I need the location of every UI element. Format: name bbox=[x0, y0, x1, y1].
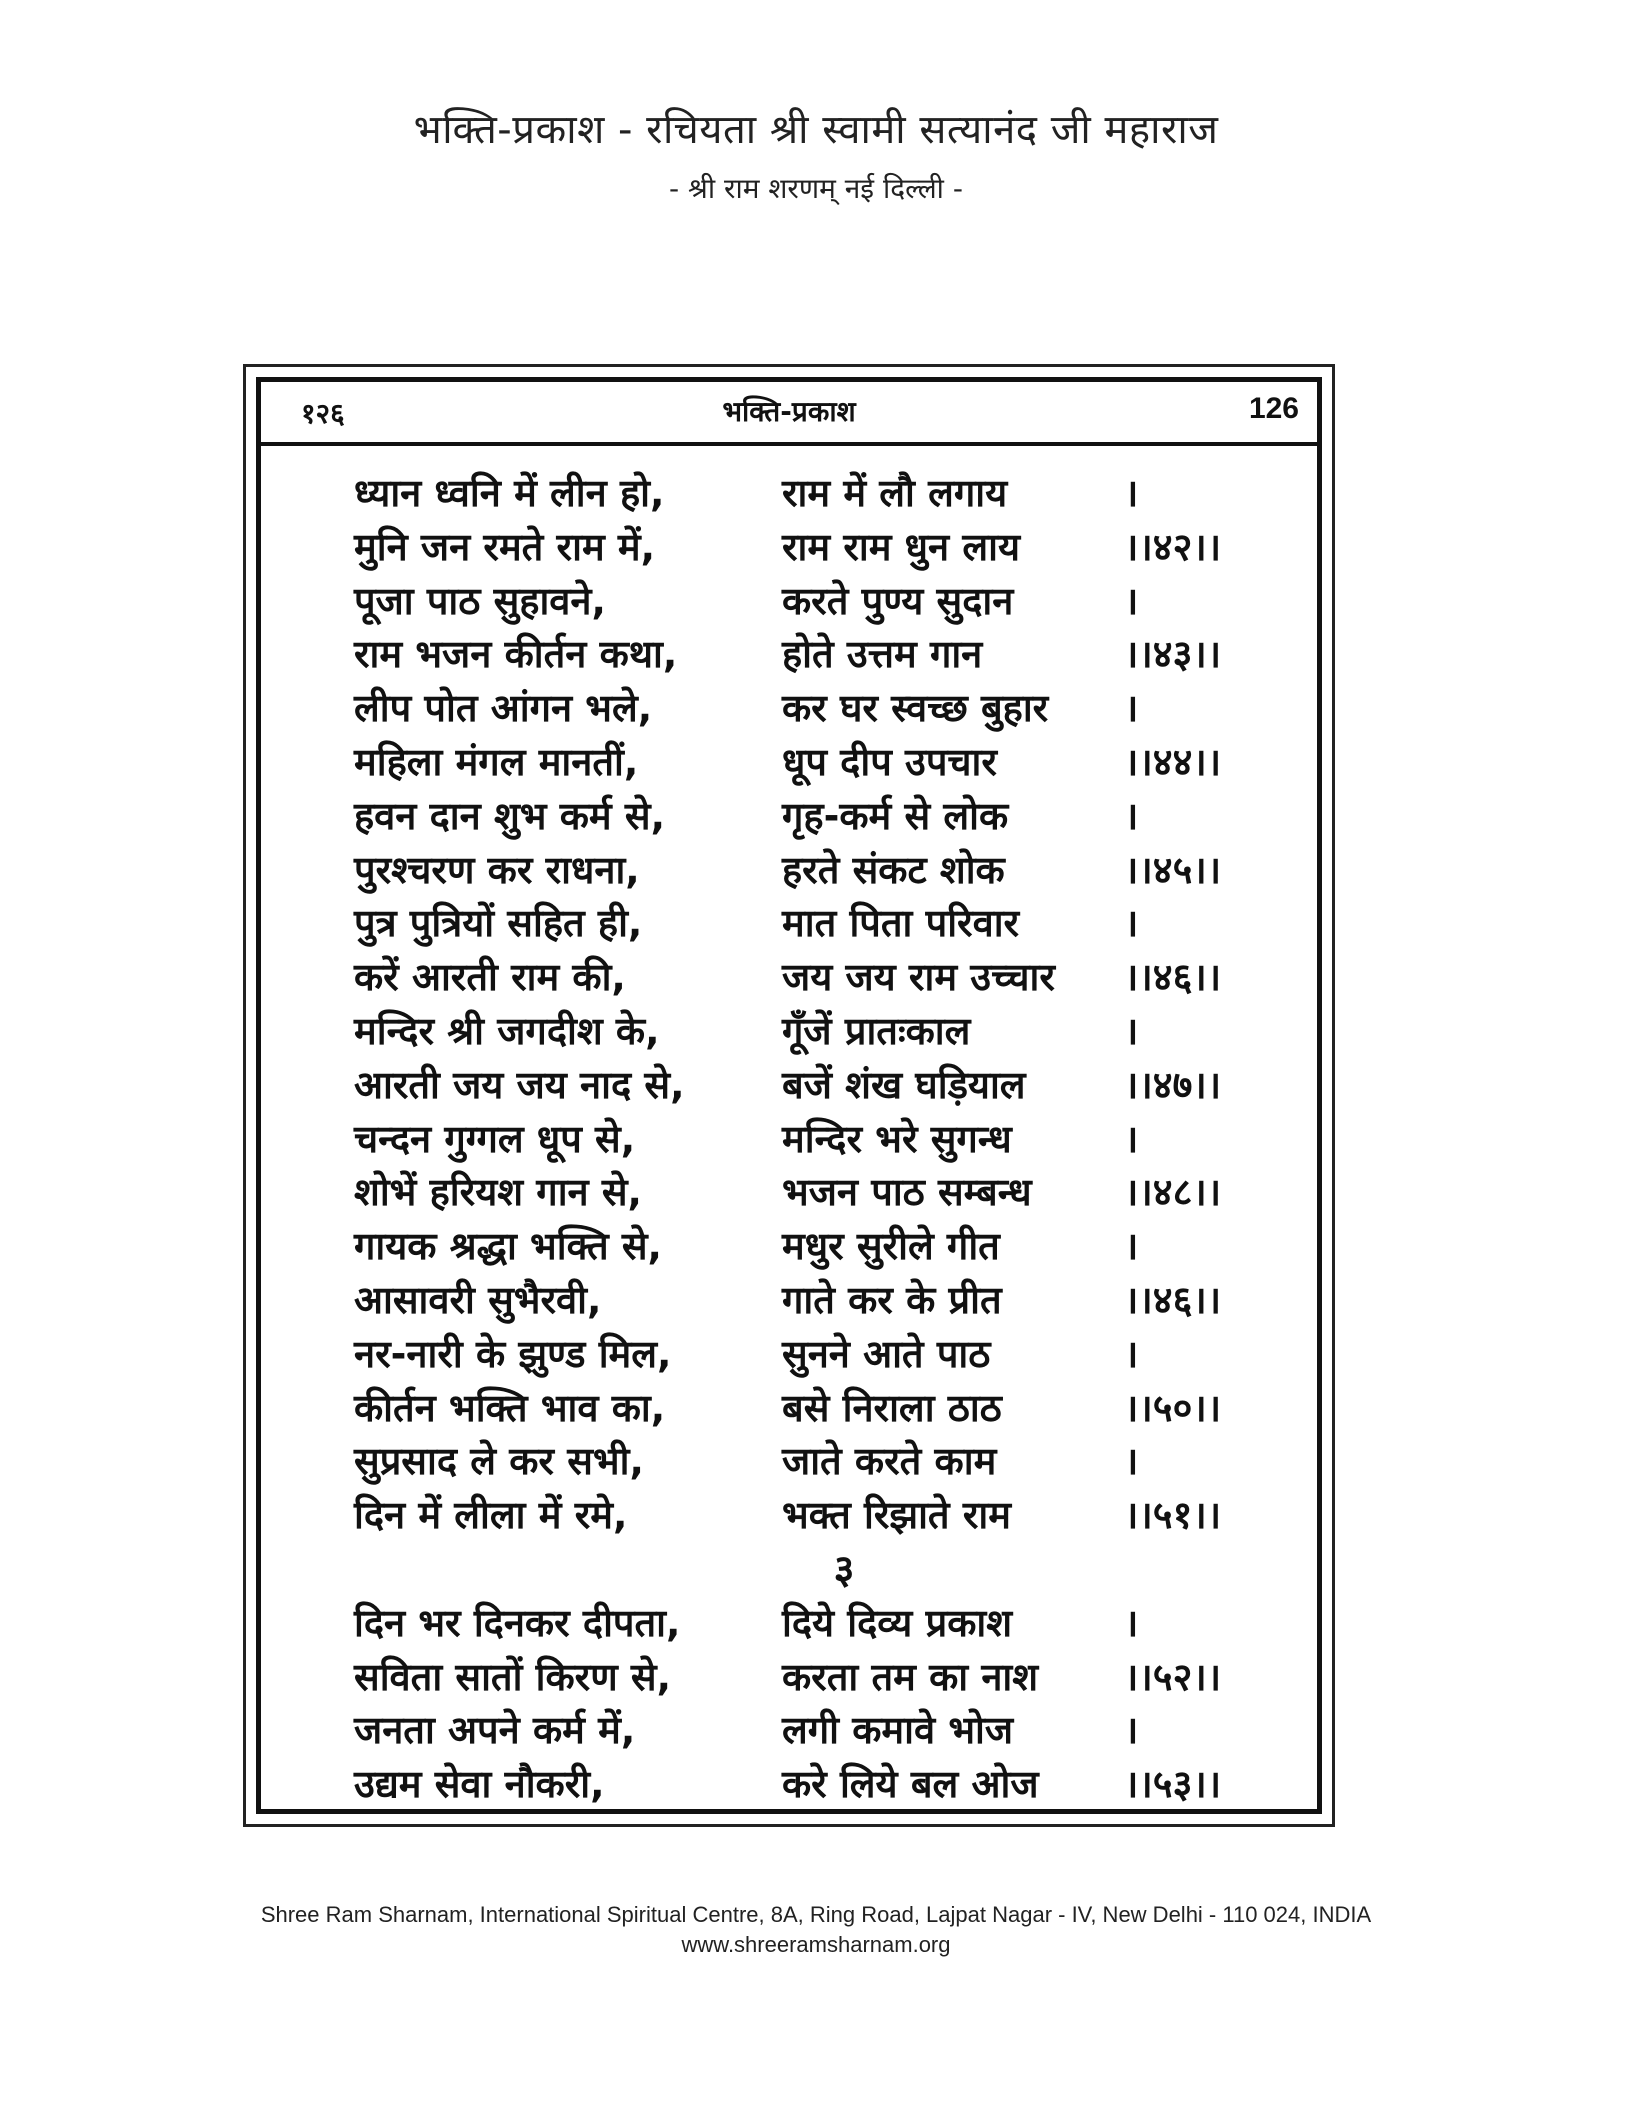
verse-end-mark: ।।५०।। bbox=[1124, 1385, 1222, 1430]
verse-end-mark: ।।४२।। bbox=[1124, 524, 1222, 569]
verse-half: होते उत्तम गान bbox=[782, 632, 983, 677]
verse-end-mark: ।।५३।। bbox=[1124, 1762, 1222, 1807]
verse-end-mark: । bbox=[1124, 471, 1139, 515]
verse-line bbox=[354, 729, 1254, 783]
verse-block bbox=[354, 460, 1254, 1805]
verse-half: राम राम धुन लाय bbox=[782, 524, 1021, 569]
verse-end-mark: । bbox=[1124, 1116, 1139, 1161]
verse-end-mark: । bbox=[1124, 1224, 1139, 1269]
verse-half: दिन में लीला में रमे, bbox=[354, 1493, 628, 1538]
verse-line bbox=[354, 783, 1254, 837]
page-number-hindi: १२६ bbox=[301, 397, 345, 430]
verse-line bbox=[354, 675, 1254, 729]
verse-line bbox=[354, 514, 1254, 568]
verse-end-mark: । bbox=[1124, 578, 1139, 623]
document-subtitle: - श्री राम शरणम् नई दिल्ली - bbox=[669, 172, 963, 205]
verse-half: दिन भर दिनकर दीपता, bbox=[354, 1600, 681, 1645]
verse-line bbox=[354, 1159, 1254, 1213]
verse-group-1 bbox=[354, 460, 1254, 1536]
verse-half: गायक श्रद्धा भक्ति से, bbox=[354, 1224, 662, 1269]
verse-end-mark: ।।५१।। bbox=[1124, 1493, 1222, 1538]
verse-line bbox=[354, 890, 1254, 944]
running-title: भक्ति-प्रकाश bbox=[722, 395, 856, 428]
verse-end-mark: ।।४३।। bbox=[1124, 632, 1222, 677]
verse-line bbox=[354, 1590, 1254, 1644]
verse-line bbox=[354, 621, 1254, 675]
verse-half: दिये दिव्य प्रकाश bbox=[782, 1600, 1013, 1645]
verse-end-mark: । bbox=[1124, 793, 1139, 838]
verse-half: हरते संकट शोक bbox=[782, 847, 1005, 892]
verse-end-mark: ।।४८।। bbox=[1124, 1170, 1222, 1215]
verse-half: मधुर सुरीले गीत bbox=[782, 1224, 1000, 1269]
verse-line bbox=[354, 837, 1254, 891]
verse-half: गाते कर के प्रीत bbox=[782, 1277, 1002, 1322]
verse-half: भजन पाठ सम्बन्ध bbox=[782, 1170, 1032, 1215]
verse-line bbox=[354, 1697, 1254, 1751]
document-title: भक्ति-प्रकाश - रचियता श्री स्वामी सत्यानंद जी महाराज bbox=[413, 107, 1219, 153]
verse-end-mark: । bbox=[1124, 1439, 1139, 1484]
verse-half: लगी कमावे भोज bbox=[782, 1708, 1014, 1753]
verse-end-mark: ।।५२।। bbox=[1124, 1654, 1222, 1699]
verse-line bbox=[354, 1106, 1254, 1160]
verse-line bbox=[354, 460, 1254, 514]
verse-half: कर घर स्वच्छ बुहार bbox=[782, 686, 1049, 731]
page-footer bbox=[0, 1900, 1632, 1960]
footer-address: Shree Ram Sharnam, International Spiritual Centre, 8A, Ring Road, Lajpat Nagar - IV, New Delhi - 110 024, INDIA bbox=[260, 1902, 1372, 1927]
verse-half: मन्दिर श्री जगदीश के, bbox=[354, 1008, 660, 1053]
verse-end-mark: ।।४४।। bbox=[1124, 739, 1222, 784]
verse-half: करे लिये बल ओज bbox=[782, 1762, 1039, 1807]
verse-end-mark: ।।४६।। bbox=[1124, 955, 1222, 1000]
verse-line bbox=[354, 568, 1254, 622]
page-running-header bbox=[261, 382, 1317, 446]
verse-half: करते पुण्य सुदान bbox=[782, 578, 1014, 623]
verse-line bbox=[354, 998, 1254, 1052]
verse-half: सुप्रसाद ले कर सभी, bbox=[354, 1439, 644, 1484]
verse-line bbox=[354, 1751, 1254, 1805]
verse-half: पुरश्चरण कर राधना, bbox=[354, 847, 640, 892]
verse-line bbox=[354, 1428, 1254, 1482]
footer-website[interactable]: www.shreeramsharnam.org bbox=[681, 1932, 951, 1957]
verse-half: बसे निराला ठाठ bbox=[782, 1385, 1002, 1430]
verse-half: मात पिता परिवार bbox=[782, 901, 1020, 946]
verse-half: उद्यम सेवा नौकरी, bbox=[354, 1762, 605, 1807]
verse-line bbox=[354, 1321, 1254, 1375]
verse-half: राम भजन कीर्तन कथा, bbox=[354, 632, 678, 677]
verse-line bbox=[354, 1644, 1254, 1698]
verse-half: आसावरी सुभैरवी, bbox=[354, 1277, 602, 1322]
verse-half: भक्त रिझाते राम bbox=[782, 1493, 1011, 1538]
verse-group-2 bbox=[354, 1590, 1254, 1805]
verse-half: पुत्र पुत्रियों सहित ही, bbox=[354, 901, 643, 946]
verse-half: नर-नारी के झुण्ड मिल, bbox=[354, 1331, 672, 1376]
verse-half: सविता सातों किरण से, bbox=[354, 1654, 672, 1699]
page-number-arabic: 126 bbox=[1248, 392, 1299, 425]
verse-half: मुनि जन रमते राम में, bbox=[354, 524, 656, 569]
verse-end-mark: ।।४७।। bbox=[1124, 1062, 1222, 1107]
verse-half: जाते करते काम bbox=[782, 1439, 997, 1484]
verse-half: हवन दान शुभ कर्म से, bbox=[354, 793, 666, 838]
verse-half: गृह-कर्म से लोक bbox=[782, 793, 1009, 838]
verse-line bbox=[354, 944, 1254, 998]
verse-end-mark: । bbox=[1124, 1600, 1139, 1645]
verse-end-mark: । bbox=[1124, 901, 1139, 946]
verse-end-mark: । bbox=[1124, 1331, 1139, 1376]
verse-half: मन्दिर भरे सुगन्ध bbox=[782, 1116, 1012, 1161]
verse-half: करता तम का नाश bbox=[782, 1654, 1039, 1699]
section-marker: ३ bbox=[833, 1546, 855, 1593]
verse-half: शोभें हरियश गान से, bbox=[354, 1170, 642, 1215]
document-header bbox=[0, 100, 1632, 207]
verse-end-mark: । bbox=[1124, 686, 1139, 731]
verse-half: जनता अपने कर्म में, bbox=[354, 1708, 636, 1753]
verse-half: राम में लौ लगाय bbox=[782, 471, 1008, 515]
verse-half: आरती जय जय नाद से, bbox=[354, 1062, 685, 1107]
scanned-page-frame bbox=[243, 364, 1335, 1827]
verse-line bbox=[354, 1375, 1254, 1429]
verse-half: करें आरती राम की, bbox=[354, 955, 626, 1000]
verse-line bbox=[354, 1267, 1254, 1321]
verse-half: जय जय राम उच्चार bbox=[782, 955, 1055, 1000]
verse-half: गूँजें प्रातःकाल bbox=[782, 1008, 971, 1053]
verse-end-mark: । bbox=[1124, 1708, 1139, 1753]
verse-line bbox=[354, 1052, 1254, 1106]
verse-half: ध्यान ध्वनि में लीन हो, bbox=[354, 471, 665, 515]
verse-half: धूप दीप उपचार bbox=[782, 739, 997, 784]
page-border bbox=[256, 377, 1322, 1814]
verse-half: महिला मंगल मानतीं, bbox=[354, 739, 639, 784]
verse-end-mark: । bbox=[1124, 1008, 1139, 1053]
verse-half: कीर्तन भक्ति भाव का, bbox=[354, 1385, 666, 1430]
verse-end-mark: ।।४६।। bbox=[1124, 1277, 1222, 1322]
verse-half: बजें शंख घड़ियाल bbox=[782, 1062, 1026, 1107]
verse-end-mark: ।।४५।। bbox=[1124, 847, 1222, 892]
verse-half: चन्दन गुग्गल धूप से, bbox=[354, 1116, 636, 1161]
verse-half: पूजा पाठ सुहावने, bbox=[354, 578, 606, 623]
verse-half: लीप पोत आंगन भले, bbox=[354, 686, 653, 731]
verse-half: सुनने आते पाठ bbox=[782, 1331, 991, 1376]
verse-line bbox=[354, 1213, 1254, 1267]
verse-line bbox=[354, 1482, 1254, 1536]
